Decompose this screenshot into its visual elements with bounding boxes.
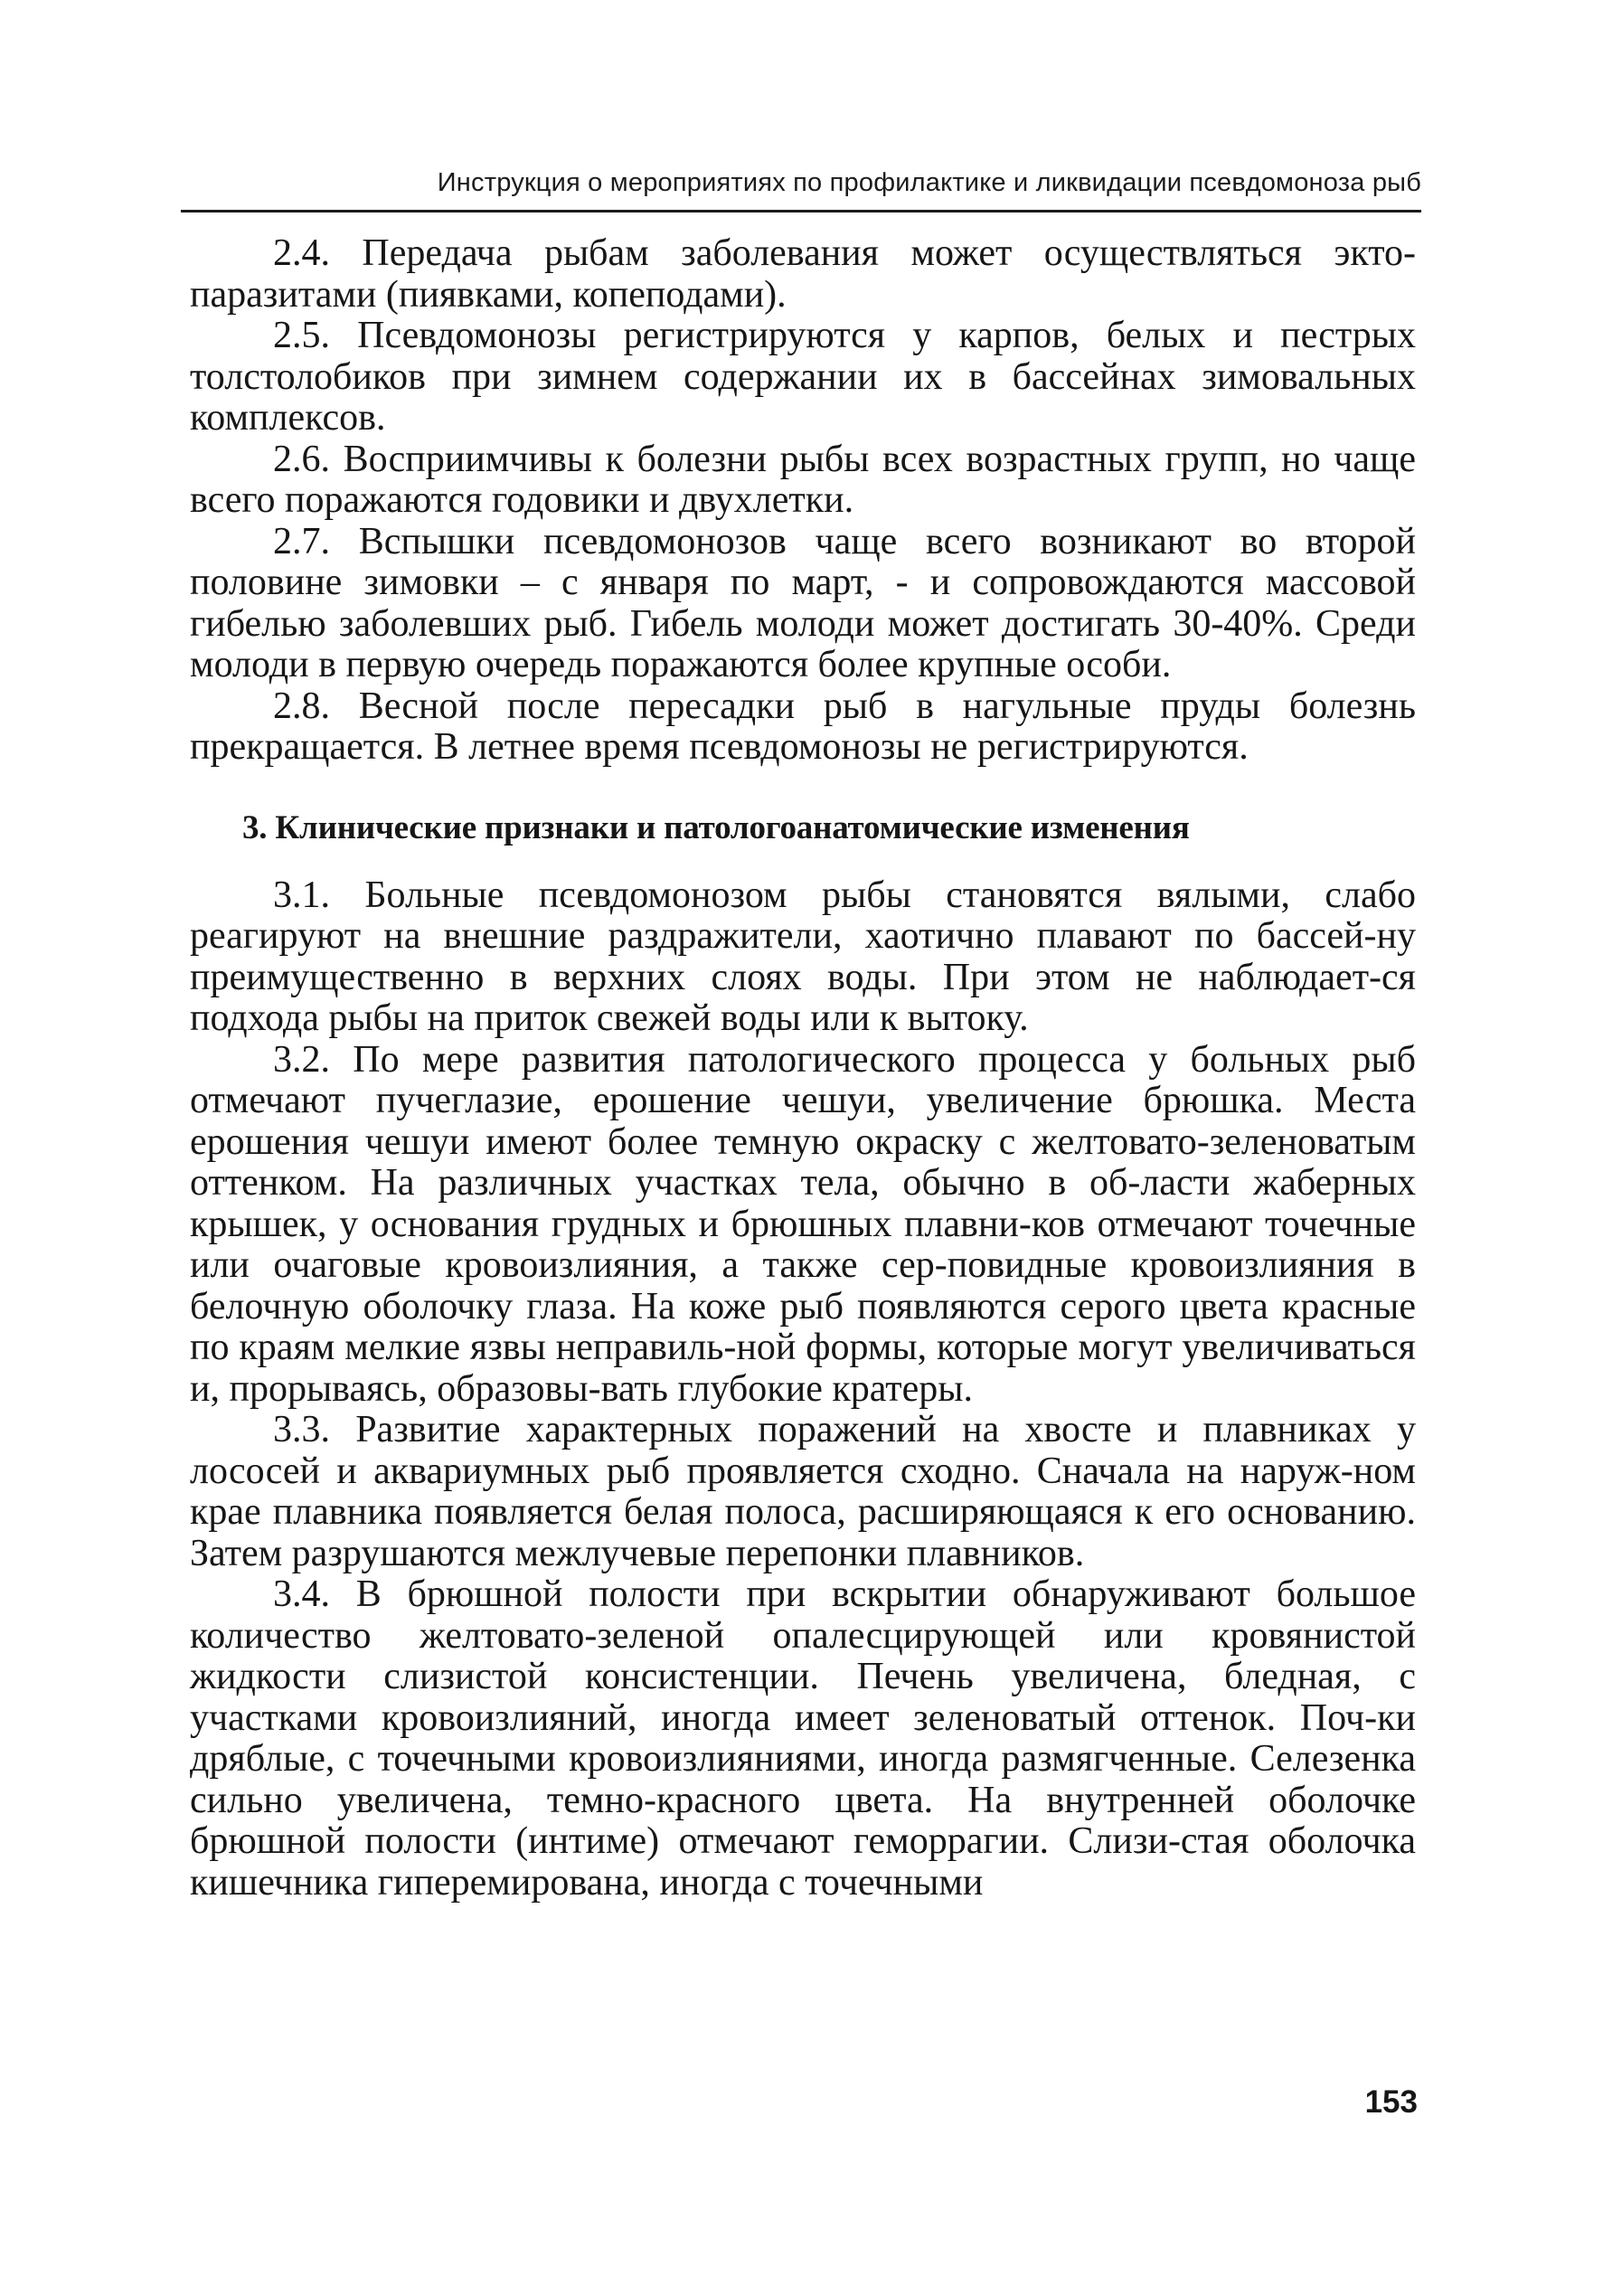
header-rule [181, 210, 1421, 213]
page-number: 153 [1364, 2084, 1418, 2120]
paragraph-3-1: 3.1. Больные псевдомонозом рыбы становятся вялыми, слабо реагируют на внешние раздражители, хаотично плавают по бассей-ну преимущественно в верхних слоях воды. При этом не наблюдает-ся подхода рыбы на приток свежей воды или к вытоку. [190, 874, 1416, 1039]
paragraph-3-4: 3.4. В брюшной полости при вскрытии обнаруживают большое количество желтовато-зеленой опалесцирующей или кровянистой жидкости слизистой консистенции. Печень увеличена, бледная, с участками кровоизлияний, иногда имеет зеленоватый оттенок. Поч-ки дряблые, с точечными кровоизлияниями, иногда размягченные. Селезенка сильно увеличена, темно-красного цвета. На внутренней оболочке брюшной полости (интиме) отмечают геморрагии. Слизи-стая оболочка кишечника гиперемирована, иногда с точечными [190, 1573, 1416, 1904]
body-text [190, 233, 1416, 1904]
paragraph-3-3: 3.3. Развитие характерных поражений на хвосте и плавниках у лососей и аквариумных рыб проявляется сходно. Сначала на наруж-ном крае плавника появляется белая полоса, расширяющаяся к его основанию. Затем разрушаются межлучевые перепонки плавников. [190, 1409, 1416, 1574]
paragraph-2-4: 2.4. Передача рыбам заболевания может осуществляться экто-паразитами (пиявками, копеподами). [190, 232, 1416, 316]
paragraph-2-6: 2.6. Восприимчивы к болезни рыбы всех возрастных групп, но чаще всего поражаются годовики и двухлетки. [190, 438, 1416, 521]
running-header: Инструкция о мероприятиях по профилактике и ликвидации псевдомоноза рыб [437, 168, 1421, 197]
paragraph-2-7: 2.7. Вспышки псевдомонозов чаще всего возникают во второй половине зимовки – с января по март, - и сопровождаются массовой гибелью заболевших рыб. Гибель молоди может достигать 30-40%. Среди молоди в первую очередь поражаются более крупные особи. [190, 520, 1416, 685]
paragraph-2-5: 2.5. Псевдомонозы регистрируются у карпов, белых и пестрых толстолобиков при зимнем содержании их в бассейнах зимовальных комплексов. [190, 315, 1416, 439]
section-heading-3: 3. Клинические признаки и патологоанатомические изменения [242, 808, 1190, 846]
paragraph-3-2: 3.2. По мере развития патологического процесса у больных рыб отмечают пучеглазие, ерошение чешуи, увеличение брюшка. Места ерошения чешуи имеют более темную окраску с желтовато-зеленоватым оттенком. На различных участках тела, обычно в об-ласти жаберных крышек, у основания грудных и брюшных плавни-ков отмечают точечные или очаговые кровоизлияния, а также сер-повидные кровоизлияния в белочную оболочку глаза. На коже рыб появляются серого цвета красные по краям мелкие язвы неправиль-ной формы, которые могут увеличиваться и, прорываясь, образовы-вать глубокие кратеры. [190, 1038, 1416, 1410]
paragraph-2-8: 2.8. Весной после пересадки рыб в нагульные пруды болезнь прекращается. В летнее время псевдомонозы не регистрируются. [190, 685, 1416, 768]
